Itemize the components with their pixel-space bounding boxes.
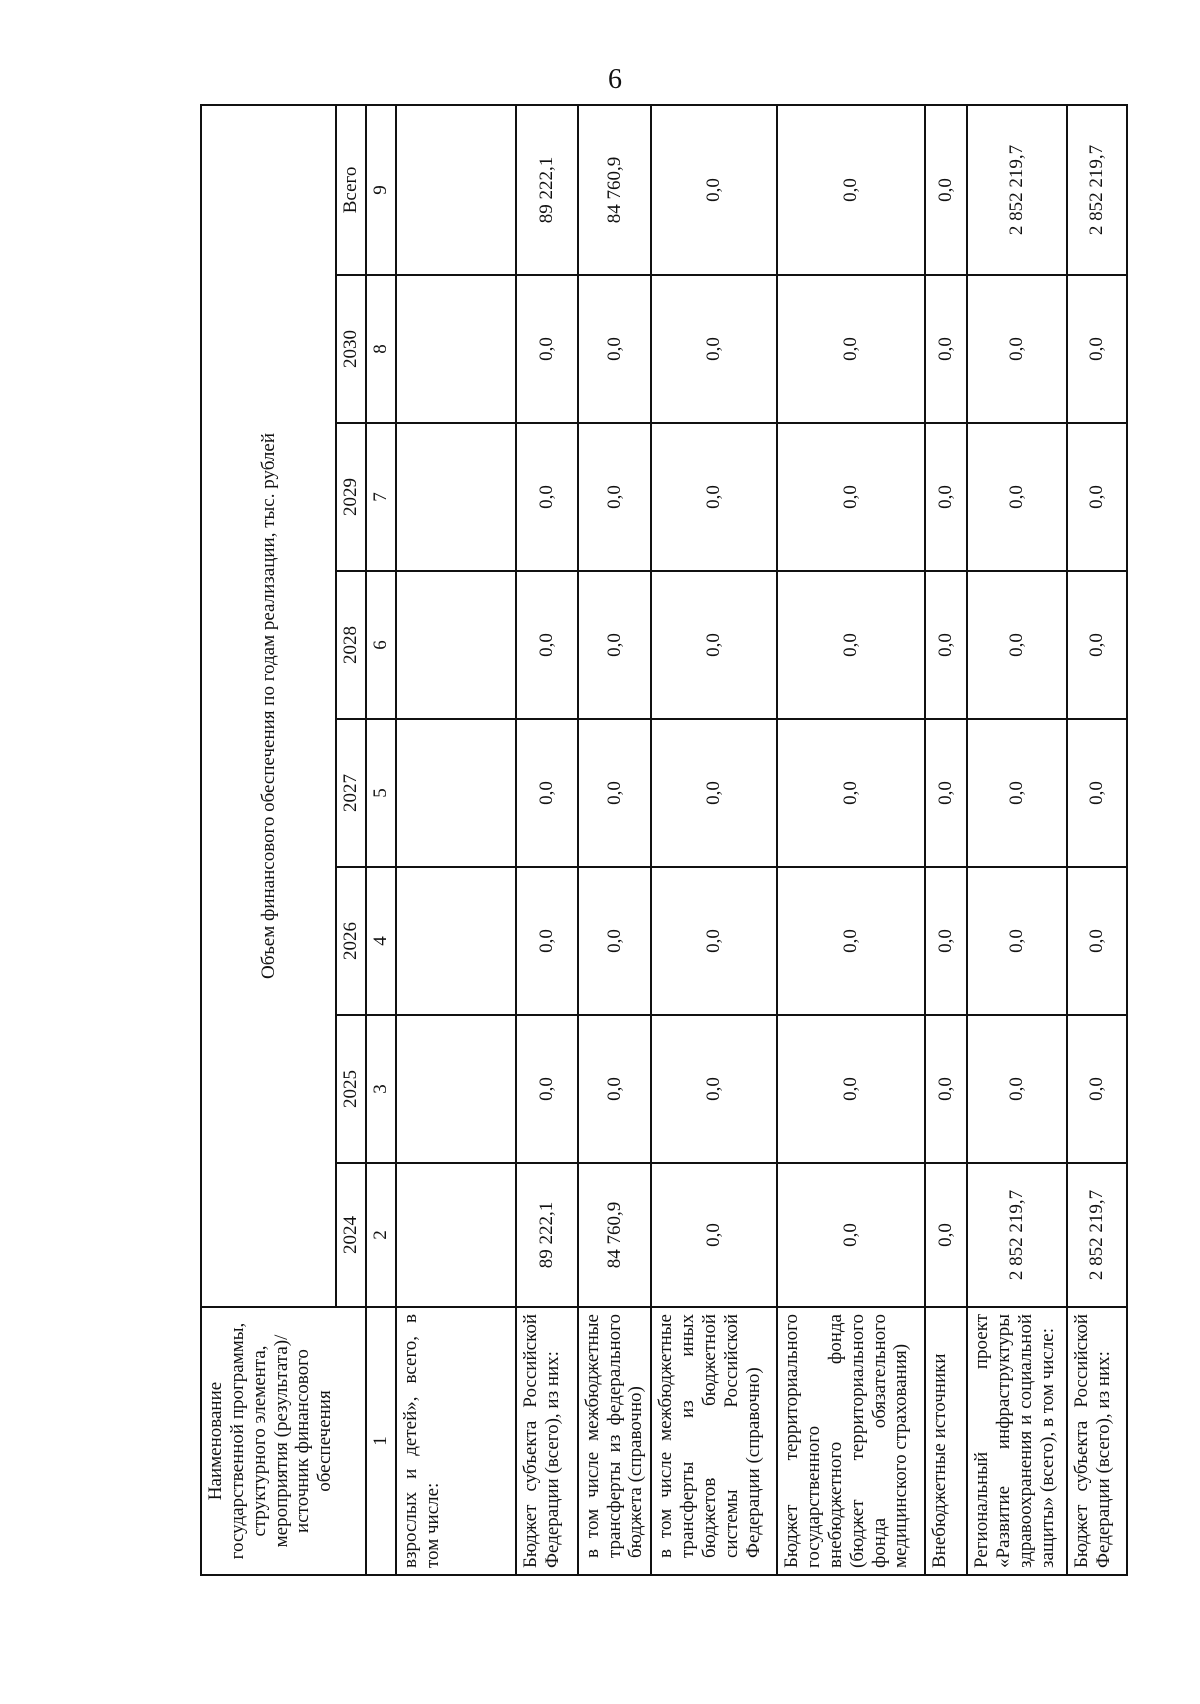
- cell-value: [396, 719, 516, 867]
- cell-value: 0,0: [967, 571, 1067, 719]
- cell-value: 84 760,9: [578, 105, 652, 275]
- volume-header: Объем финансового обеспечения по годам реализации, тыс. рублей: [201, 105, 336, 1307]
- cell-value: 0,0: [578, 423, 652, 571]
- column-number: 2: [366, 1163, 396, 1307]
- table-row: [777, 105, 925, 1575]
- cell-value: 0,0: [1067, 867, 1127, 1015]
- cell-value: 0,0: [651, 1163, 777, 1307]
- cell-value: 2 852 219,7: [1067, 1163, 1127, 1307]
- cell-value: 0,0: [516, 1015, 578, 1163]
- cell-value: 0,0: [651, 275, 777, 423]
- row-name: Бюджет субъекта Российской Федерации (всего), из них:: [516, 1307, 578, 1575]
- column-number: 9: [366, 105, 396, 275]
- table-row: [516, 105, 578, 1575]
- cell-value: 0,0: [651, 571, 777, 719]
- column-number: 7: [366, 423, 396, 571]
- table-row: [396, 105, 516, 1575]
- cell-value: 0,0: [578, 571, 652, 719]
- row-name: взрослых и детей», всего, в том числе:: [396, 1307, 516, 1575]
- year-header: 2025: [336, 1015, 366, 1163]
- year-header: 2024: [336, 1163, 366, 1307]
- cell-value: 0,0: [967, 719, 1067, 867]
- cell-value: 0,0: [1067, 423, 1127, 571]
- cell-value: [396, 1163, 516, 1307]
- cell-value: 0,0: [925, 1015, 967, 1163]
- cell-value: 0,0: [777, 867, 925, 1015]
- cell-value: 0,0: [967, 1015, 1067, 1163]
- cell-value: 0,0: [967, 867, 1067, 1015]
- year-header: 2027: [336, 719, 366, 867]
- cell-value: [396, 105, 516, 275]
- cell-value: 0,0: [651, 423, 777, 571]
- column-number: 8: [366, 275, 396, 423]
- table-row: [651, 105, 777, 1575]
- row-name: Бюджет субъекта Российской Федерации (всего), из них:: [1067, 1307, 1127, 1575]
- cell-value: 0,0: [777, 719, 925, 867]
- cell-value: 0,0: [777, 1015, 925, 1163]
- cell-value: 89 222,1: [516, 105, 578, 275]
- cell-value: 0,0: [516, 423, 578, 571]
- cell-value: 0,0: [1067, 719, 1127, 867]
- table-row: [1067, 105, 1127, 1575]
- cell-value: 0,0: [925, 423, 967, 571]
- cell-value: 0,0: [777, 423, 925, 571]
- cell-value: 84 760,9: [578, 1163, 652, 1307]
- cell-value: [396, 867, 516, 1015]
- year-header: 2026: [336, 867, 366, 1015]
- cell-value: 0,0: [516, 275, 578, 423]
- year-header: 2029: [336, 423, 366, 571]
- cell-value: 2 852 219,7: [1067, 105, 1127, 275]
- cell-value: 0,0: [578, 867, 652, 1015]
- cell-value: 0,0: [925, 275, 967, 423]
- column-number: 4: [366, 867, 396, 1015]
- cell-value: 0,0: [578, 1015, 652, 1163]
- cell-value: 0,0: [925, 719, 967, 867]
- row-name: Региональный проект «Развитие инфраструктуры здравоохранения и социальной защиты» (всего), в том числе:: [967, 1307, 1067, 1575]
- header-row-volume: [201, 105, 336, 1575]
- cell-value: [396, 275, 516, 423]
- page-number: 6: [608, 64, 622, 95]
- rotated-table-wrapper: [200, 106, 1115, 1576]
- table-row: [925, 105, 967, 1575]
- cell-value: [396, 571, 516, 719]
- cell-value: 0,0: [925, 571, 967, 719]
- cell-value: 0,0: [777, 105, 925, 275]
- cell-value: 2 852 219,7: [967, 1163, 1067, 1307]
- row-name: Внебюджетные источники: [925, 1307, 967, 1575]
- cell-value: 0,0: [925, 867, 967, 1015]
- cell-value: 0,0: [516, 571, 578, 719]
- col1-header: Наименование государственной программы, структурного элемента, мероприятия (результата)/источник финансового обеспечения: [201, 1307, 366, 1575]
- cell-value: 0,0: [516, 719, 578, 867]
- table-row: [967, 105, 1067, 1575]
- cell-value: 2 852 219,7: [967, 105, 1067, 275]
- total-header: Всего: [336, 105, 366, 275]
- cell-value: 0,0: [651, 867, 777, 1015]
- row-name: в том числе межбюджетные трансферты из иных бюджетов бюджетной системы Российской Федерации (справочно): [651, 1307, 777, 1575]
- cell-value: 0,0: [1067, 571, 1127, 719]
- cell-value: 0,0: [777, 571, 925, 719]
- year-header: 2028: [336, 571, 366, 719]
- cell-value: 0,0: [967, 275, 1067, 423]
- cell-value: 0,0: [651, 105, 777, 275]
- cell-value: 0,0: [516, 867, 578, 1015]
- cell-value: 0,0: [1067, 275, 1127, 423]
- cell-value: 89 222,1: [516, 1163, 578, 1307]
- cell-value: 0,0: [578, 275, 652, 423]
- cell-value: 0,0: [777, 1163, 925, 1307]
- cell-value: 0,0: [967, 423, 1067, 571]
- cell-value: 0,0: [578, 719, 652, 867]
- table-row: [578, 105, 652, 1575]
- cell-value: 0,0: [925, 1163, 967, 1307]
- cell-value: 0,0: [651, 719, 777, 867]
- financing-table: [200, 104, 1128, 1576]
- cell-value: 0,0: [777, 275, 925, 423]
- column-number: 6: [366, 571, 396, 719]
- cell-value: 0,0: [651, 1015, 777, 1163]
- cell-value: 0,0: [1067, 1015, 1127, 1163]
- header-row-numbers: [366, 105, 396, 1575]
- cell-value: [396, 423, 516, 571]
- column-number: 1: [366, 1307, 396, 1575]
- row-name: Бюджет территориального государственного внебюджетного фонда (бюджет территориального фонда обязательного медицинского страхования): [777, 1307, 925, 1575]
- column-number: 3: [366, 1015, 396, 1163]
- cell-value: [396, 1015, 516, 1163]
- cell-value: 0,0: [925, 105, 967, 275]
- column-number: 5: [366, 719, 396, 867]
- row-name: в том числе межбюджетные трансферты из федерального бюджета (справочно): [578, 1307, 652, 1575]
- year-header: 2030: [336, 275, 366, 423]
